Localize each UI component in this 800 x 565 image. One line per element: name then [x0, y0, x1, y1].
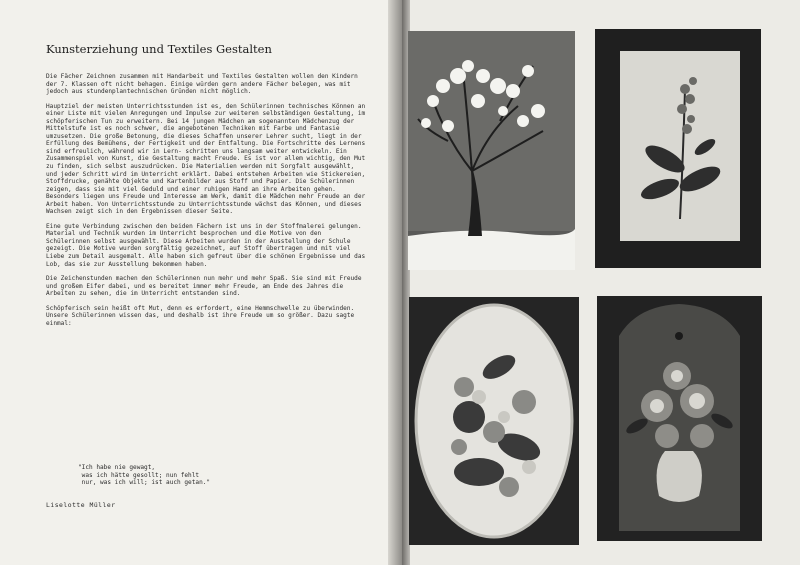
paragraph: Schöpferisch sein heißt oft Mut, denn es erfordert, eine Hemmschwelle zu überwinden. Unsere Schülerinnen wissen das, und deshalb ist ihre Freude um so größer. Dazu sagte einmal:: [46, 304, 358, 327]
photo-tree: [408, 31, 575, 270]
quote-poem: [78, 464, 358, 487]
body-text: [46, 73, 368, 334]
paragraph: Hauptziel der meisten Unterrichtsstunden ist es, den Schülerinnen technisches Können an einer Liste mit vielen Anregungen und Impulse zur weiteren selbständigen Gestaltung, im schöpferischen Tun zu erweitern. Bei 14 jungen Mädchen am sogenannten Mädchenzug der Mittelstufe ist es noch schwer, die angebotenen Techniken mit Farbe und Fantasie umzusetzen. Die große Betonung, die dieses Schaffen unserer Lehrer sucht, liegt in der Erfüllung des Bemühens, der Fertigkeit und der Entfaltung. Die Fortschritte des Lernens sind erfreulich, während wir in Lern- schritten uns langsam weiter entwickeln. Ein Zusammenspiel von Kunst, die Gestaltung macht Freude. Es ist vor allem wichtig, den Mut zu finden, sich selbst auszudrücken. Die Materialien werden mit Sorgfalt ausgewählt, und jeder Schritt wird im Unterricht erklärt. Dabei entstehen Arbeiten wie Stickereien, Stoffdrucke, genähte Objekte und Kartenbilder aus Stoff und Papier. Die Schülerinnen zeigen, dass sie mit viel Geduld und einer ruhigen Hand an ihre Arbeiten gehen. Besonders liegen uns Freude und Interesse am Werk, damit die Mädchen mehr Freude an der Arbeit haben. Von Unterrichtsstunde zu Unterrichtsstunde wächst das Können, und dieses Wachsen zeigt sich in den Ergebnissen dieser Seite.: [46, 102, 369, 216]
poem-line: "Ich habe nie gewagt,: [78, 464, 156, 471]
paragraph: Die Zeichenstunden machen den Schülerinnen nun mehr und mehr Spaß. Sie sind mit Freude und großem Eifer dabei, und es bereitet immer mehr Freude, am Ende des Jahres die Arbeiten zu sehen, die im Unterricht entstanden sind.: [46, 275, 366, 298]
photo-flower: [595, 29, 761, 268]
paragraph: Eine gute Verbindung zwischen den beiden Fächern ist uns in der Stoffmalerei gelungen. Material und Technik wurden im Unterricht besprochen und die Motive von den Schülerinnen selbst ausgewählt. Diese Arbeiten wurden in der Ausstellung der Schule gezeigt. Die Motive wurden sorgfältig gezeichnet, auf Stoff übertragen und mit viel Liebe zum Detail ausgemalt. Alle haben sich gefreut über die schönen Ergebnisse und das Lob, das sie zur Ausstellung bekommen haben.: [46, 222, 369, 268]
poem-line: was ich hätte gesollt; nun fehlt: [78, 471, 200, 479]
paragraph: Die Fächer Zeichnen zusammen mit Handarbeit und Textiles Gestalten wollen den Kindern der 7. Klassen oft nicht behagen. Einige würden gern andere Fächer belegen, was mit jedoch aus stundenplantechnischen Gründen nicht möglich.: [46, 73, 362, 96]
page-heading: Kunsterziehung und Textiles Gestalten: [46, 42, 272, 56]
left-page: [0, 0, 388, 565]
author-signature: Liselotte Müller: [46, 501, 116, 509]
photo-vase: [597, 296, 762, 541]
photo-oval: [409, 297, 579, 545]
book-gutter-shadow: [388, 0, 402, 565]
poem-line: nur, was ich will; ist auch getan.": [78, 479, 211, 487]
